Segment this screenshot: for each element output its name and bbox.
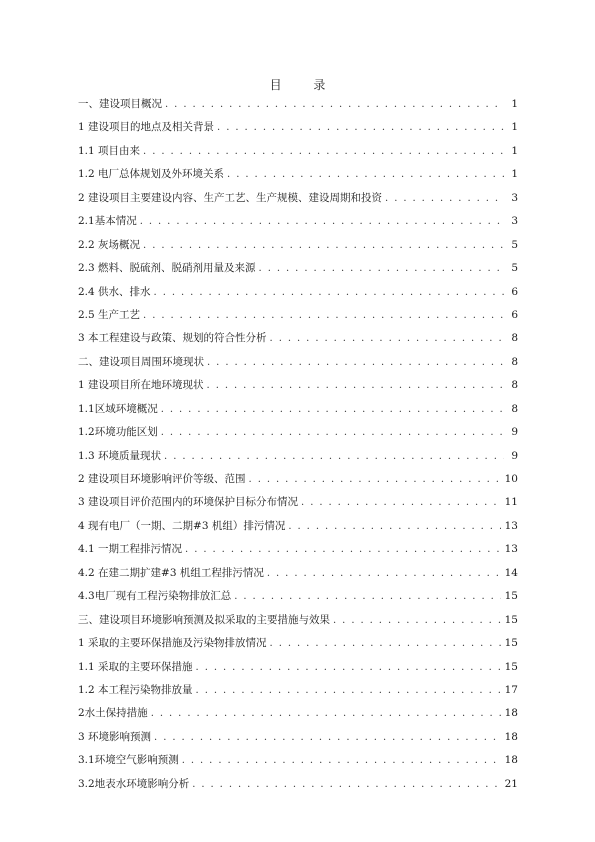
toc-entry[interactable] — [78, 191, 518, 214]
toc-entry[interactable] — [78, 753, 518, 776]
toc-entry-page-number: 17 — [504, 683, 518, 696]
toc-entry-page-number: 8 — [511, 402, 518, 415]
toc-dot-leader — [267, 567, 501, 581]
toc-dot-leader — [301, 496, 501, 510]
toc-entry-label: 3 本工程建设与政策、规划的符合性分析 — [78, 332, 267, 345]
toc-dot-leader — [164, 450, 504, 464]
toc-entry[interactable] — [78, 613, 518, 636]
toc-entry-page-number: 3 — [511, 215, 518, 228]
toc-entry-page-number: 18 — [504, 707, 518, 720]
toc-entry-page-number: 18 — [504, 730, 518, 743]
toc-entry-page-number: 1 — [511, 121, 518, 134]
toc-entry-page-number: 21 — [504, 777, 518, 790]
toc-entry[interactable] — [78, 167, 518, 190]
toc-dot-leader — [234, 590, 500, 604]
toc-entry[interactable] — [78, 144, 518, 167]
toc-entry-page-number: 13 — [504, 519, 518, 532]
toc-entry[interactable] — [78, 402, 518, 425]
toc-entry-label: 3.1环境空气影响预测 — [78, 754, 179, 767]
toc-entry-label: 二、建设项目周围环境现状 — [78, 355, 204, 368]
toc-entry[interactable] — [78, 636, 518, 659]
toc-entry[interactable] — [78, 261, 518, 284]
toc-entry-label: 2水土保持措施 — [78, 707, 148, 720]
toc-entry-label: 1 采取的主要环保措施及污染物排放情况 — [78, 637, 267, 650]
toc-entry-label: 4.3电厂现有工程污染物排放汇总 — [78, 590, 232, 603]
toc-dot-leader — [140, 215, 504, 229]
toc-entry-page-number: 6 — [511, 308, 518, 321]
toc-entry[interactable] — [78, 519, 518, 542]
toc-entry-page-number: 1 — [511, 168, 518, 181]
toc-entry-page-number: 5 — [511, 262, 518, 275]
toc-entry-label: 4.2 在建二期扩建#3 机组工程排污情况 — [78, 566, 264, 579]
toc-entry-page-number: 15 — [504, 660, 518, 673]
toc-entry-label: 一、建设项目概况 — [78, 98, 162, 110]
toc-dot-leader — [207, 379, 504, 393]
toc-entry-label: 2.5 生产工艺 — [78, 308, 141, 321]
toc-dot-leader — [143, 145, 504, 159]
toc-entry-page-number: 14 — [504, 566, 518, 579]
toc-entry-label: 3 环境影响预测 — [78, 730, 152, 743]
toc-entry-label: 2.2 灰场概况 — [78, 238, 141, 251]
toc-entry[interactable] — [78, 777, 518, 800]
toc-entry[interactable] — [78, 683, 518, 706]
toc-entry-label: 4.1 一期工程排污情况 — [78, 543, 183, 556]
toc-entry-label: 1.2环境功能区划 — [78, 426, 158, 439]
toc-entry-label: 2 建设项目环境影响评价等级、范围 — [78, 473, 246, 485]
toc-dot-leader — [154, 731, 501, 745]
toc-entry-page-number: 15 — [504, 590, 518, 603]
toc-entry-page-number: 9 — [511, 449, 518, 462]
toc-entry-page-number: 15 — [504, 637, 518, 650]
toc-entry-label: 1.2 电厂总体规划及外环境关系 — [78, 168, 225, 181]
toc-entry-page-number: 3 — [511, 191, 518, 204]
toc-entry-label: 2 建设项目主要建设内容、生产工艺、生产规模、建设周期和投资 — [78, 191, 383, 204]
toc-entry-page-number: 18 — [504, 754, 518, 767]
toc-entry[interactable] — [78, 472, 518, 495]
toc-entry-label: 1.1区域环境概况 — [78, 402, 158, 415]
toc-entry[interactable] — [78, 238, 518, 261]
toc-entry[interactable] — [78, 355, 518, 378]
toc-dot-leader — [192, 778, 500, 792]
toc-dot-leader — [182, 754, 501, 768]
toc-entry-label: 2.1基本情况 — [78, 215, 137, 228]
toc-entry[interactable] — [78, 97, 518, 120]
toc-entry[interactable] — [78, 589, 518, 612]
toc-entry[interactable] — [78, 449, 518, 472]
toc-entry-page-number: 11 — [504, 496, 518, 509]
toc-entry-label: 1 建设项目所在地环境现状 — [78, 379, 204, 392]
toc-dot-leader — [165, 98, 504, 112]
toc-entry-page-number: 6 — [511, 285, 518, 298]
toc-entry-page-number: 13 — [504, 543, 518, 556]
toc-entry-label: 三、建设项目环境影响预测及拟采取的主要措施与效果 — [78, 613, 330, 626]
toc-dot-leader — [143, 309, 504, 323]
toc-entry[interactable] — [78, 566, 518, 589]
toc-dot-leader — [196, 661, 501, 675]
toc-entry-page-number: 9 — [511, 426, 518, 439]
toc-entry[interactable] — [78, 378, 518, 401]
toc-dot-leader — [288, 520, 500, 534]
toc-entry-label: 4 现有电厂（一期、二期#3 机组）排污情况 — [78, 519, 286, 532]
table-of-contents — [78, 97, 518, 800]
toc-dot-leader — [207, 356, 504, 370]
toc-entry-page-number: 10 — [504, 473, 518, 485]
toc-entry-page-number: 15 — [504, 613, 518, 626]
toc-entry[interactable] — [78, 730, 518, 753]
toc-title: 目 录 — [269, 78, 340, 92]
toc-entry-page-number: 1 — [511, 144, 518, 157]
toc-entry[interactable] — [78, 542, 518, 565]
toc-dot-leader — [143, 239, 504, 253]
toc-entry-page-number: 5 — [511, 238, 518, 251]
toc-entry[interactable] — [78, 660, 518, 683]
toc-entry[interactable] — [78, 495, 518, 518]
toc-entry[interactable] — [78, 308, 518, 331]
toc-entry-label: 3 建设项目评价范围内的环境保护目标分布情况 — [78, 496, 299, 509]
toc-entry-label: 1.1 采取的主要环保措施 — [78, 660, 193, 673]
toc-entry-page-number: 8 — [511, 332, 518, 345]
toc-entry-page-number: 1 — [511, 98, 518, 110]
toc-entry[interactable] — [78, 120, 518, 143]
toc-dot-leader — [154, 286, 504, 300]
toc-dot-leader — [249, 473, 501, 487]
toc-dot-leader — [196, 684, 501, 698]
toc-entry[interactable] — [78, 331, 518, 354]
toc-entry-page-number: 8 — [511, 379, 518, 392]
toc-dot-leader — [385, 192, 504, 206]
toc-dot-leader — [227, 168, 504, 182]
toc-entry-label: 3.2地表水环境影响分析 — [78, 777, 190, 790]
toc-dot-leader — [151, 707, 501, 721]
toc-entry[interactable] — [78, 706, 518, 729]
toc-dot-leader — [161, 426, 504, 440]
toc-dot-leader — [333, 614, 501, 628]
toc-dot-leader — [259, 262, 504, 276]
toc-dot-leader — [185, 543, 501, 557]
toc-dot-leader — [161, 403, 504, 417]
toc-entry-label: 2.4 供水、排水 — [78, 285, 151, 298]
toc-dot-leader — [270, 332, 504, 346]
toc-dot-leader — [217, 121, 504, 135]
toc-entry-label: 1.1 项目由来 — [78, 144, 141, 157]
toc-entry[interactable] — [78, 425, 518, 448]
toc-entry-label: 1.2 本工程污染物排放量 — [78, 683, 193, 696]
toc-entry[interactable] — [78, 285, 518, 308]
toc-entry-label: 1 建设项目的地点及相关背景 — [78, 121, 215, 134]
toc-dot-leader — [270, 637, 501, 651]
toc-entry-label: 2.3 燃料、脱硫剂、脱硝剂用量及来源 — [78, 262, 256, 275]
toc-entry-page-number: 8 — [511, 355, 518, 368]
toc-entry[interactable] — [78, 214, 518, 237]
toc-entry-label: 1.3 环境质量现状 — [78, 449, 162, 462]
